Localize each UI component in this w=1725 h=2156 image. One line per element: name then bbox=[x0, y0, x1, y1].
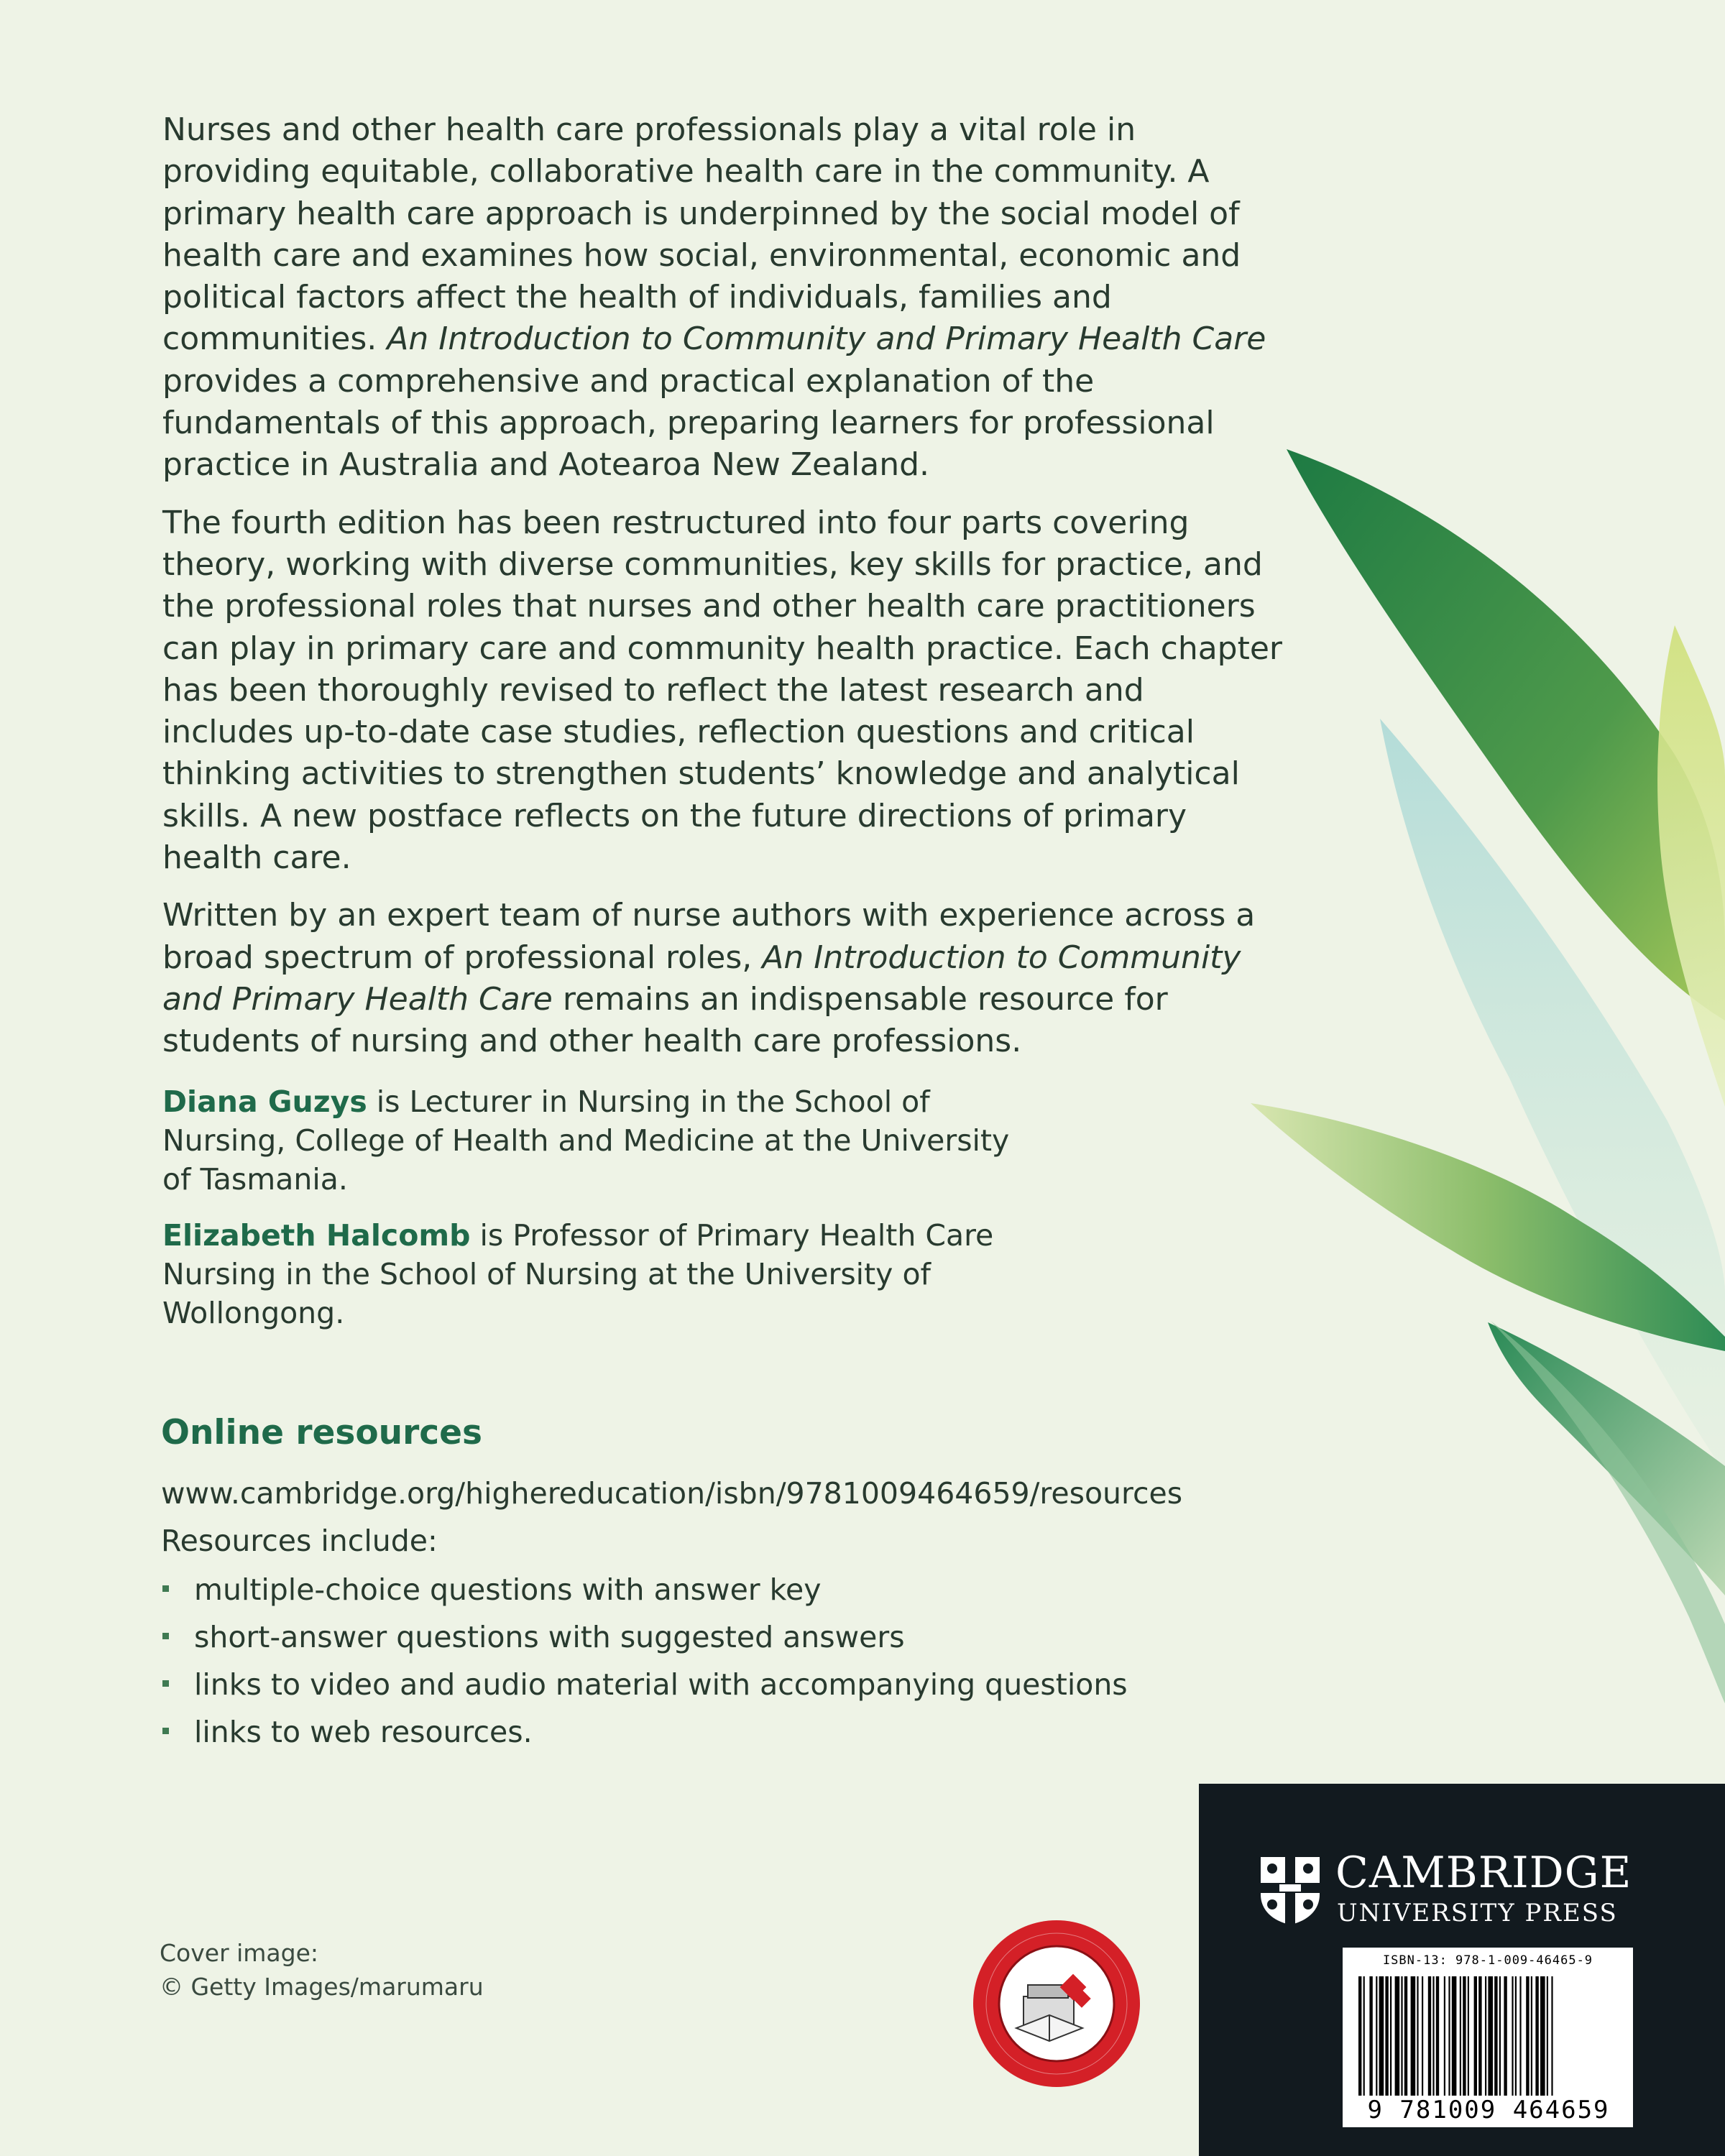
resources-intro: Resources include: bbox=[161, 1524, 438, 1558]
book-title-italic: An Introduction to Community and Primary Health Care bbox=[387, 321, 1266, 358]
publisher-name: CAMBRIDGE bbox=[1335, 1848, 1632, 1898]
list-item: multiple-choice questions with answer key bbox=[161, 1567, 1311, 1614]
list-item: links to web resources. bbox=[161, 1709, 1311, 1756]
publisher-subtitle: UNIVERSITY PRESS bbox=[1337, 1899, 1618, 1927]
bullet-icon bbox=[162, 1633, 169, 1639]
bullet-icon bbox=[162, 1728, 169, 1734]
back-cover-blurb bbox=[162, 109, 1284, 1079]
publisher-panel bbox=[1199, 1784, 1725, 2156]
cover-image-credit: Cover image: © Getty Images/marumaru bbox=[160, 1939, 484, 2001]
cambridge-crest-icon bbox=[1258, 1854, 1322, 1926]
online-resources-heading: Online resources bbox=[161, 1413, 483, 1452]
author-bios bbox=[162, 1082, 1025, 1350]
list-item: links to video and audio material with accompanying questions bbox=[161, 1662, 1311, 1709]
barcode-bars bbox=[1356, 1976, 1622, 2096]
blurb-paragraph-1: Nurses and other health care professionals play a vital role in providing equitable, collaborative health care in the community. A primary health care approach is underpinned by the social model of health care and examines how social, environmental, economic and political factors affect the health of individuals, families and communities. An Introduction to Community and Primary Health Care provides a comprehensive and practical explanation of the fundamentals of this approach, preparing learners for professional practice in Australia and Aotearoa New Zealand. bbox=[162, 111, 1266, 484]
author-bio: Elizabeth Halcomb is Professor of Primary Health Care Nursing in the School of Nursing at the University of Wollongong. bbox=[162, 1218, 994, 1330]
author-name: Elizabeth Halcomb bbox=[162, 1218, 471, 1253]
author-bio: Diana Guzys is Lecturer in Nursing in the School of Nursing, College of Health and Medicine at the University of Tasmania. bbox=[162, 1084, 1010, 1197]
isbn-label: ISBN-13: 978-1-009-46465-9 bbox=[1382, 1953, 1593, 1968]
resources-url[interactable]: www.cambridge.org/highereducation/isbn/9781009464659/resources bbox=[161, 1476, 1183, 1511]
bullet-icon bbox=[162, 1680, 169, 1687]
blurb-paragraph-3: Written by an expert team of nurse authors with experience across a broad spectrum of professional roles, An Introduction to Community and Primary Health Care remains an indispensable resource for students of nursing and other health care professions. bbox=[162, 897, 1256, 1060]
list-item: short-answer questions with suggested answers bbox=[161, 1614, 1311, 1662]
bullet-icon bbox=[162, 1585, 169, 1592]
author-name: Diana Guzys bbox=[162, 1084, 367, 1119]
book-title-italic: An Introduction to Community and Primary Health Care bbox=[162, 939, 1241, 1018]
photocopy-restricted-stamp-icon bbox=[970, 1917, 1143, 2090]
isbn-digits: 9 781009 464659 bbox=[1367, 2096, 1610, 2124]
isbn-barcode bbox=[1343, 1948, 1633, 2127]
resources-list bbox=[161, 1567, 1311, 1756]
blurb-paragraph-2: The fourth edition has been restructured into four parts covering theory, working with diverse communities, key skills for practice, and the professional roles that nurses and other health care practitioners can play in primary care and community health practice. Each chapter has been thoroughly revised to reflect the latest research and includes up-to-date case studies, reflection questions and critical thinking activities to strengthen students’ knowledge and analytical skills. A new postface reflects on the future directions of primary health care. bbox=[162, 504, 1283, 877]
online-resources bbox=[161, 1472, 1311, 1756]
